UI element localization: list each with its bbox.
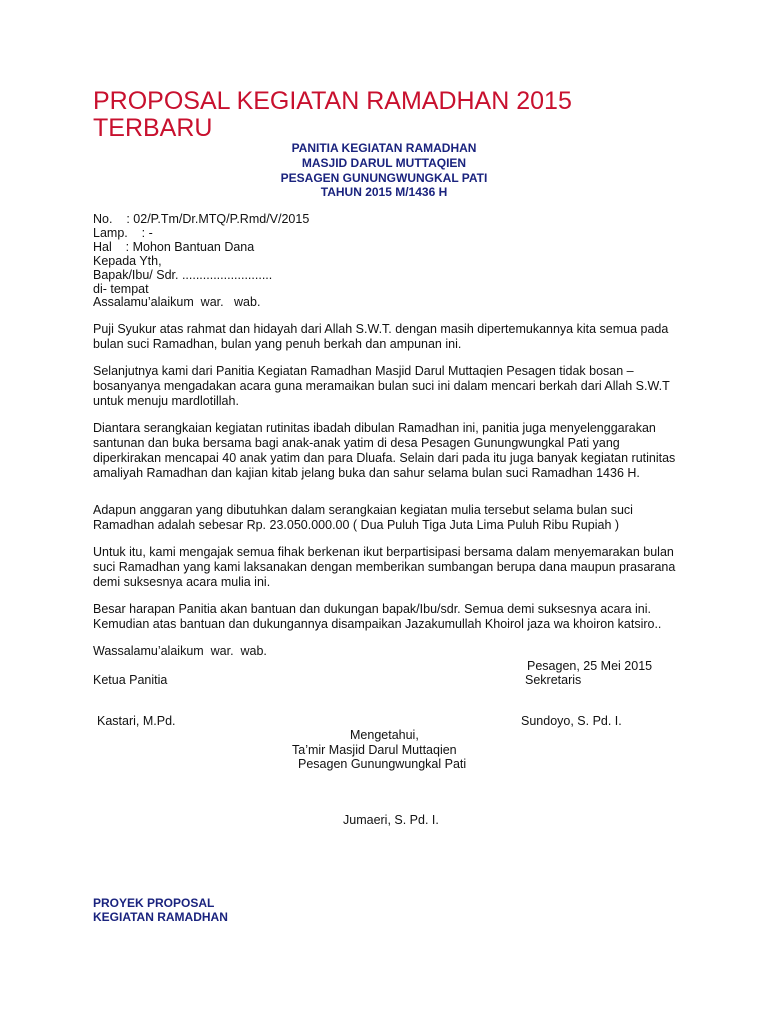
ketua-label: Ketua Panitia (93, 673, 168, 687)
recipient-place: di- tempat (93, 282, 149, 296)
recipient-name: Bapak/Ibu/ Sdr. .......................... (93, 268, 273, 282)
letter-attachment: Lamp. : - (93, 226, 153, 240)
takmir-place: Pesagen Gunungwungkal Pati (298, 757, 467, 771)
letter-number: No. : 02/P.Tm/Dr.MTQ/P.Rmd/V/2015 (93, 212, 310, 226)
recipient-greeting: Kepada Yth, (93, 254, 162, 268)
sekretaris-label: Sekretaris (525, 673, 582, 687)
ketua-name: Kastari, M.Pd. (97, 714, 176, 728)
paragraph-2: Selanjutnya kami dari Panitia Kegiatan Ramadhan Masjid Darul Muttaqien Pesagen tidak bosan – bosanyanya mengadakan acara guna meramaikan bulan suci ini dalam mencari berkah dari Allah S.W.T untuk menuju mardlotillah. (93, 364, 670, 408)
takmir-label: Ta’mir Masjid Darul Muttaqien (292, 743, 457, 757)
subheading-line-2: MASJID DARUL MUTTAQIEN (301, 156, 467, 170)
opening-salam: Assalamu’alaikum war. wab. (93, 295, 261, 309)
footer-line-2: KEGIATAN RAMADHAN (93, 910, 228, 924)
closing-salam: Wassalamu’alaikum war. wab. (93, 644, 267, 658)
subheading-line-4: TAHUN 2015 M/1436 H (320, 185, 448, 199)
subheading-line-3: PESAGEN GUNUNGWUNGKAL PATI (280, 171, 488, 185)
sekretaris-name: Sundoyo, S. Pd. I. (521, 714, 622, 728)
letter-subject: Hal : Mohon Bantuan Dana (93, 240, 255, 254)
title-line-1: PROPOSAL KEGIATAN RAMADHAN 2015 (93, 87, 572, 115)
paragraph-4: Adapun anggaran yang dibutuhkan dalam serangkaian kegiatan mulia tersebut selama bulan suci Ramadhan adalah sebesar Rp. 23.050.000.00 ( Dua Puluh Tiga Juta Lima Puluh Ribu Rupiah ) (93, 503, 633, 532)
paragraph-1: Puji Syukur atas rahmat dan hidayah dari Allah S.W.T. dengan masih dipertemukannya kita semua pada bulan suci Ramadhan, bulan yang penuh berkah dan ampunan ini. (93, 322, 669, 351)
takmir-name: Jumaeri, S. Pd. I. (343, 813, 439, 827)
footer-line-1: PROYEK PROPOSAL (93, 896, 215, 910)
document-title (93, 88, 693, 142)
paragraph-6: Besar harapan Panitia akan bantuan dan dukungan bapak/Ibu/sdr. Semua demi suksesnya acara ini. Kemudian atas bantuan dan dukungannya disampaikan Jazakumullah Khoirol jaza wa khoiron katsiro.. (93, 602, 662, 631)
paragraph-3: Diantara serangkaian kegiatan rutinitas ibadah dibulan Ramadhan ini, panitia juga menyelenggarakan santunan dan buka bersama bagi anak-anak yatim di desa Pesagen Gunungwungkal Pati yang diperkirakan mencapai 40 anak yatim dan para Dluafa. Selain dari pada itu juga banyak kegiatan rutinitas amaliyah Ramadhan dan kajian kitab jelang buka dan sahur selama bulan suci Ramadhan 1436 H. (93, 421, 676, 480)
paragraph-5: Untuk itu, kami mengajak semua fihak berkenan ikut berpartisipasi bersama dalam menyemarakan bulan suci Ramadhan yang kami laksanakan dengan memberikan sumbangan berupa dana maupun prasarana demi suksesnya acara mulia ini. (93, 545, 676, 589)
subheading-line-1: PANITIA KEGIATAN RAMADHAN (291, 141, 477, 155)
place-date: Pesagen, 25 Mei 2015 (527, 659, 653, 673)
mengetahui-label: Mengetahui, (350, 728, 419, 742)
title-line-2: TERBARU (93, 114, 213, 142)
